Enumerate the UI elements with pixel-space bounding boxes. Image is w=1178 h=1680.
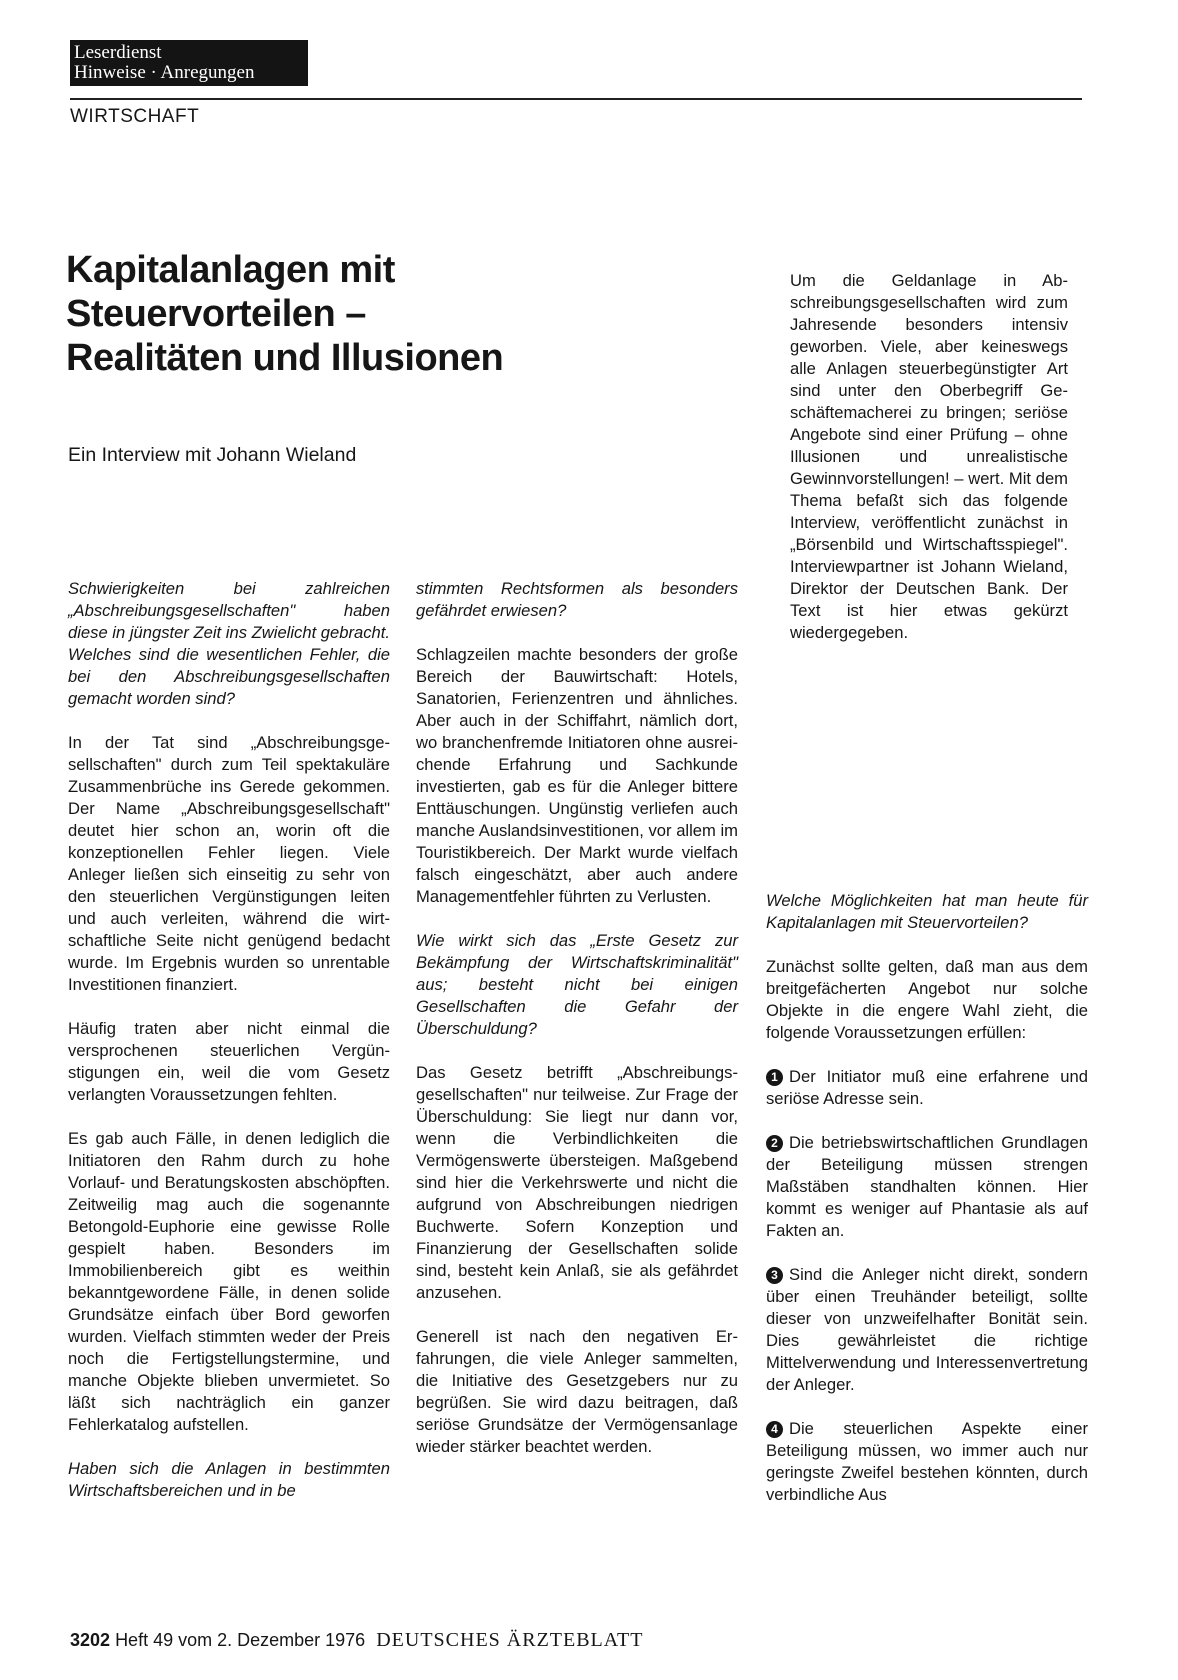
numbered-paragraph: [766, 1264, 1088, 1396]
answer-paragraph: [416, 1326, 738, 1458]
title-line-2: Steuervorteilen –: [66, 293, 366, 335]
box-subtitle: Hinweise · Anregungen: [74, 62, 255, 83]
box-title: Leserdienst: [74, 42, 162, 63]
number-bullet-icon: 2: [766, 1135, 783, 1152]
paragraph-text: stimmten Rechtsformen als besonders gefährdet erwiesen?: [416, 579, 738, 620]
paragraph-text: Generell ist nach den negativen Erfahrungen, die viele Anleger sammelten, die Initiative des Gesetzgebers nur zu begrüßen. Sie wird dazu beitragen, daß seriöse Grundsätze der Vermögensanlage wieder stärker beachtet werden.: [416, 1327, 738, 1456]
paragraph-text: Häufig traten aber nicht einmal die versprochenen steuerlichen Vergünstigungen ein, weil die vom Gesetz verlangten Voraussetzungen fehlten.: [68, 1019, 390, 1104]
page-footer: [70, 1629, 643, 1652]
title-line-1: Kapitalanlagen mit: [66, 249, 395, 291]
answer-paragraph: [68, 1128, 390, 1436]
text-column-1: [68, 578, 390, 1524]
title-line-3: Realitäten und Illusionen: [66, 337, 504, 379]
intro-text: Um die Geldanlage in Abschreibungsgesellschaften wird zum Jahresende besonders intensiv geworben. Viele, aber keineswegs alle Anlagen steuerbegünstigter Art sind unter den Oberbegriff Geschäftemacherei zu bringen; seriöse Angebote sind einer Prüfung – ohne Illusionen und unrealistische Gewinnvorstellungen! – wert. Mit dem Thema befaßt sich das folgende Interview, veröffentlicht zunächst in „Börsenbild und Wirtschaftsspiegel". Interviewpartner ist Johann Wieland, Direktor der Deutschen Bank. Der Text ist hier etwas gekürzt wiedergegeben.: [790, 271, 1068, 642]
answer-paragraph: [416, 644, 738, 908]
question-paragraph: [68, 1458, 390, 1502]
paragraph-text: Welche Möglichkeiten hat man heute für Kapitalanlagen mit Steuervorteilen?: [766, 891, 1088, 932]
numbered-paragraph: [766, 1066, 1088, 1110]
question-paragraph: [68, 578, 390, 710]
numbered-paragraph: [766, 1132, 1088, 1242]
article-subtitle: Ein Interview mit Johann Wieland: [68, 444, 357, 466]
numbered-paragraph: [766, 1418, 1088, 1506]
paragraph-text: Zunächst sollte gelten, daß man aus dem breitgefächerten Angebot nur solche Objekte in die engere Wahl zieht, die folgende Voraussetzungen erfüllen:: [766, 957, 1088, 1042]
question-paragraph: [766, 890, 1088, 934]
paragraph-text: Die betriebswirtschaftlichen Grundlagen der Beteiligung müssen strengen Maßstäben standhalten können. Hier kommt es weniger auf Phantasie als auf Fakten an.: [766, 1133, 1088, 1240]
header-rule: [70, 98, 1082, 100]
answer-paragraph: [766, 956, 1088, 1044]
paragraph-text: Schwierigkeiten bei zahlreichen „Abschreibungsgesellschaften" haben diese in jüngster Zeit ins Zwielicht gebracht. Welches sind die wesentlichen Fehler, die bei den Abschreibungsgesellschaften gemacht worden sind?: [68, 579, 390, 708]
answer-paragraph: [68, 1018, 390, 1106]
question-paragraph: [416, 578, 738, 622]
answer-paragraph: [416, 1062, 738, 1304]
leserdienst-box: [70, 40, 308, 86]
page-number: 3202: [70, 1630, 111, 1650]
article-title: [66, 248, 626, 380]
section-label: WIRTSCHAFT: [70, 106, 200, 127]
paragraph-text: Sind die Anleger nicht direkt, sondern über einen Treuhänder beteiligt, sollte dieser von unzweifelhafter Bonität sein. Dies gewährleistet die richtige Mittelverwendung und Interessenvertretung der Anleger.: [766, 1265, 1088, 1394]
number-bullet-icon: 1: [766, 1069, 783, 1086]
number-bullet-icon: 3: [766, 1267, 783, 1284]
paragraph-text: Wie wirkt sich das „Erste Gesetz zur Bekämpfung der Wirtschaftskriminalität" aus; besteht nicht bei einigen Gesellschaften die Gefahr der Überschuldung?: [416, 931, 738, 1038]
number-bullet-icon: 4: [766, 1421, 783, 1438]
issue-info: Heft 49 vom 2. Dezember 1976: [115, 1630, 366, 1650]
paragraph-text: Haben sich die Anlagen in bestimmten Wirtschaftsbereichen und in be: [68, 1459, 390, 1500]
paragraph-text: Schlagzeilen machte besonders der große Bereich der Bauwirtschaft: Hotels, Sanatorien, Ferienzentren und ähnliches. Aber auch in der Schiffahrt, nämlich dort, wo branchenfremde Initiatoren ohne ausreichende Erfahrung und Sachkunde investierten, gab es für die Anleger bittere Enttäuschungen. Ungünstig verliefen auch manche Auslandsinvestitionen, vor allem im Touristikbereich. Der Markt wurde vielfach falsch eingeschätzt, aber auch andere Managementfehler führten zu Verlusten.: [416, 645, 738, 906]
paragraph-text: Der Initiator muß eine erfahrene und seriöse Adresse sein.: [766, 1067, 1088, 1108]
question-paragraph: [416, 930, 738, 1040]
journal-name: DEUTSCHES ÄRZTEBLATT: [376, 1629, 644, 1651]
text-column-2: [416, 578, 738, 1480]
paragraph-text: Es gab auch Fälle, in denen lediglich die Initiatoren den Rahm durch zu hohe Vorlauf- und Beratungskosten abschöpften. Zeitweilig mag auch die sogenannte Betongold-Euphorie eine gewisse Rolle gespielt haben. Besonders im Immobilienbereich gibt es weithin bekanntgewordene Fälle, in denen solide Grundsätze einfach über Bord geworfen wurden. Vielfach stimmten weder der Preis noch die Fertigstellungstermine, und manche Objekte blieben unvermietet. So läßt sich nachträglich ein ganzer Fehlerkatalog aufstellen.: [68, 1129, 390, 1434]
paragraph-text: In der Tat sind „Abschreibungsgesellschaften" durch zum Teil spektakuläre Zusammenbrüche ins Gerede gekommen. Der Name „Abschreibungsgesellschaft" deutet hier schon an, worin oft die konzeptionellen Fehler liegen. Viele Anleger ließen sich einseitig zu sehr von den steuerlichen Vergünstigungen leiten und auch verleiten, während die wirtschaftliche Seite nicht genügend bedacht wurde. Im Ergebnis wurden so unrentable Investitionen finanziert.: [68, 733, 390, 994]
answer-paragraph: [68, 732, 390, 996]
paragraph-text: Das Gesetz betrifft „Abschreibungsgesellschaften" nur teilweise. Zur Frage der Überschuldung: Sie liegt nur dann vor, wenn die Verbindlichkeiten die Vermögenswerte übersteigen. Maßgebend sind hier die Verkehrswerte und nicht die aufgrund von Abschreibungen niedrigen Buchwerte. Sofern Konzeption und Finanzierung der Gesellschaften solide sind, besteht kein Anlaß, sie als gefährdet anzusehen.: [416, 1063, 738, 1302]
paragraph-text: Die steuerlichen Aspekte einer Beteiligung müssen, wo immer auch nur geringste Zweifel bestehen könnten, durch verbindliche Aus: [766, 1419, 1088, 1504]
text-column-3: [766, 890, 1088, 1528]
